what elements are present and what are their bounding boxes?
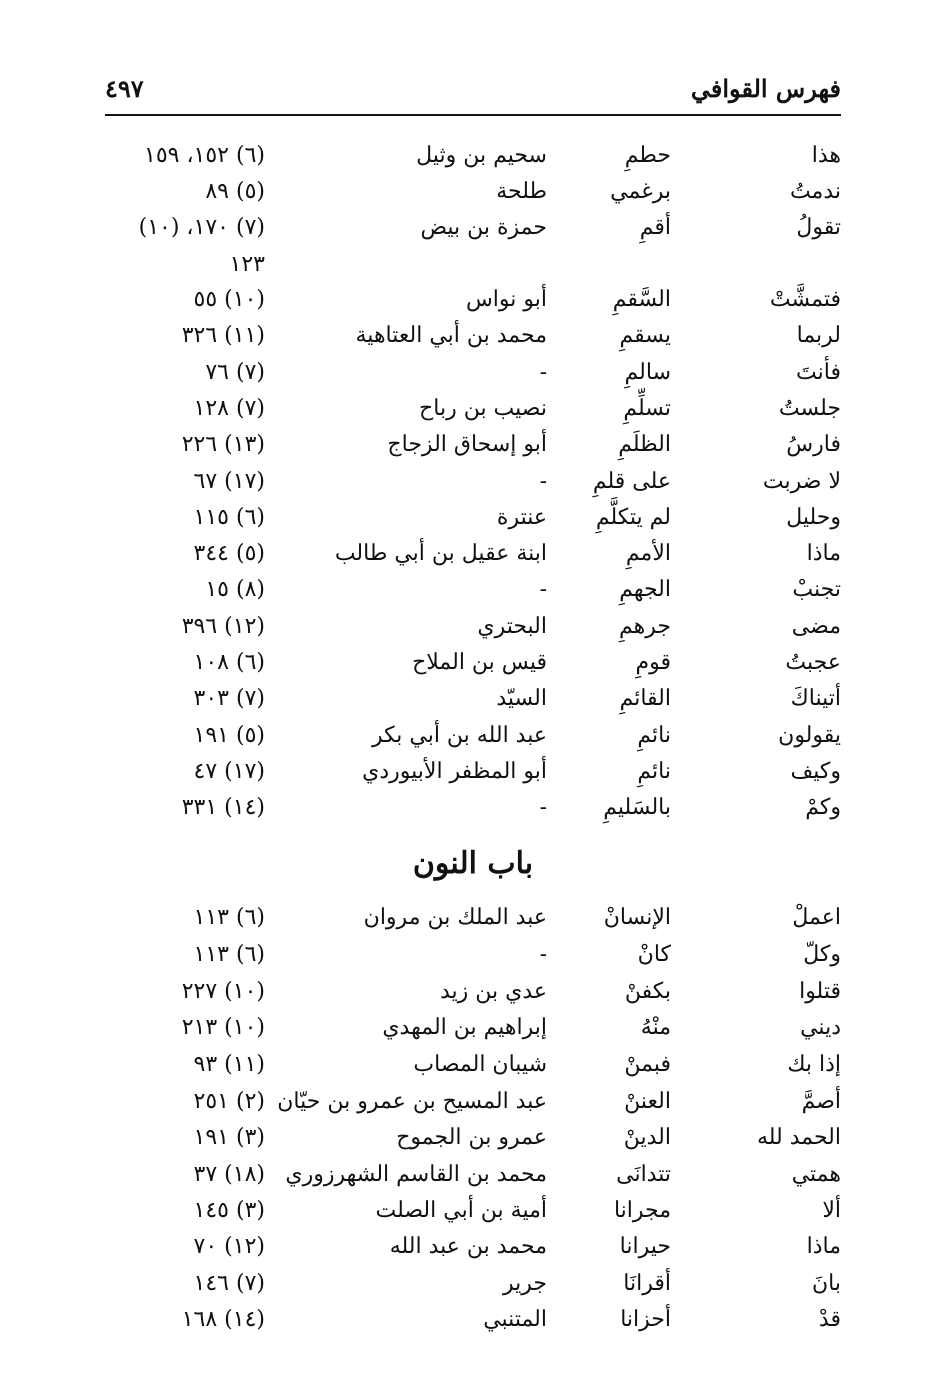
index-row (105, 464, 841, 500)
index-row (105, 609, 841, 645)
index-word: ماذا (806, 1234, 841, 1259)
page-title: فهرس القوافي (690, 74, 841, 103)
index-word: تجنبْ (792, 577, 841, 602)
poet-name: قيس بن الملاح (412, 650, 547, 675)
index-word: أتيناكَ (790, 686, 841, 711)
page-reference: (٧) ٣٠٣ (193, 686, 265, 711)
index-row (105, 974, 841, 1010)
rhyme-word: نائمِ (637, 759, 671, 784)
rhyme-word: الظلَمِ (618, 432, 671, 457)
page-header (105, 70, 841, 110)
rhyme-word: على قلمِ (592, 469, 671, 494)
index-row (105, 790, 841, 826)
index-row (105, 1010, 841, 1046)
rhyme-word: تسلِّمِ (623, 396, 671, 421)
header-rule (105, 114, 841, 116)
rhyme-word: تتدانَى (616, 1162, 671, 1187)
index-word: تقولُ (796, 215, 841, 240)
page-reference: (٧) ٧٦ (205, 360, 265, 385)
page-reference: (٦) ١٥٢، ١٥٩ (144, 143, 265, 168)
page-reference: (١٤) ١٦٨ (181, 1307, 265, 1332)
poet-name: المتنبي (483, 1307, 547, 1332)
rhyme-word: قومِ (635, 650, 671, 675)
page-reference: (١٢) ٧٠ (193, 1234, 265, 1259)
poet-name: عدي بن زيد (439, 979, 547, 1004)
page-reference: (٣) ١٩١ (193, 1125, 265, 1150)
index-row (105, 536, 841, 572)
page-reference: (١٠) ٢٢٧ (181, 979, 265, 1004)
index-row (105, 1266, 841, 1302)
poet-name: إبراهيم بن المهدي (382, 1015, 547, 1040)
poet-name: شيبان المصاب (413, 1052, 547, 1077)
index-word: ماذا (806, 541, 841, 566)
poet-name: أبو نواس (465, 287, 547, 312)
index-word: الحمد لله (756, 1125, 841, 1150)
index-word: إذا بك (787, 1052, 841, 1077)
reference-continuation: ١٢٣ (229, 252, 265, 277)
page-reference: (٦) ١٠٨ (193, 650, 265, 675)
poet-name: عبد الله بن أبي بكر (371, 723, 547, 748)
poet-name: - (539, 577, 547, 602)
poet-name: أبو إسحاق الزجاج (387, 432, 547, 457)
index-word: أصمَّ (801, 1089, 841, 1114)
page-reference: (٢) ٢٥١ (193, 1089, 265, 1114)
page-reference: (١٠) ٥٥ (193, 287, 265, 312)
poet-name: حمزة بن بيض (420, 215, 547, 240)
index-word: فأنتَ (796, 360, 841, 385)
rhyme-word: الأممِ (625, 541, 671, 566)
page-reference: (٧) ١٧٠، (١٠) (138, 215, 265, 240)
rhyme-word: العننْ (624, 1089, 671, 1114)
index-row (105, 1047, 841, 1083)
poet-name: - (539, 942, 547, 967)
page-reference: (١٨) ٣٧ (193, 1162, 265, 1187)
rhyme-word: بكفنْ (624, 979, 671, 1004)
index-word: فتمشَّتْ (769, 287, 841, 312)
index-word: وكمْ (805, 795, 841, 820)
section-title: باب النون (412, 846, 534, 881)
poet-name: أبو المظفر الأبيوردي (362, 759, 547, 784)
page-reference: (٥) ١٩١ (193, 723, 265, 748)
index-row (105, 210, 841, 246)
index-row (105, 174, 841, 210)
index-word: وكيف (790, 759, 841, 784)
index-word: اعملْ (792, 905, 841, 930)
poet-name: محمد بن القاسم الشهرزوري (285, 1162, 547, 1187)
rhyme-word: القائمِ (619, 686, 671, 711)
poet-name: عمرو بن الجموح (396, 1125, 547, 1150)
rhyme-word: أحزانا (620, 1307, 671, 1332)
page-reference: (٧) ١٤٦ (193, 1271, 265, 1296)
page-reference: (١٤) ٣٣١ (181, 795, 265, 820)
index-word: فارسُ (786, 432, 841, 457)
rhyme-word: منْهُ (640, 1015, 671, 1040)
rhyme-word: مجرانا (613, 1198, 671, 1223)
index-row (105, 718, 841, 754)
rhyme-word: السَّقمِ (612, 287, 671, 312)
poet-name: عبد المسيح بن عمرو بن حيّان (277, 1089, 547, 1114)
poet-name: السيّد (496, 686, 547, 711)
page-reference: (١٠) ٢١٣ (181, 1015, 265, 1040)
index-word: قدْ (818, 1307, 841, 1332)
page-reference: (١٣) ٢٢٦ (181, 432, 265, 457)
index-row (105, 391, 841, 427)
index-word: ديني (800, 1015, 841, 1040)
poet-name: طلحة (496, 179, 547, 204)
index-word: جلستُ (778, 396, 841, 421)
index-row (105, 1157, 841, 1193)
rhyme-word: أقرانَا (623, 1271, 671, 1296)
index-row (105, 681, 841, 717)
page-reference: (١١) ٣٢٦ (181, 323, 265, 348)
index-row (105, 500, 841, 536)
poet-name: أمية بن أبي الصلت (375, 1198, 547, 1223)
rhyme-word: لم يتكلَّمِ (595, 505, 671, 530)
poet-name: - (539, 795, 547, 820)
page-reference: (٥) ٨٩ (205, 179, 265, 204)
rhyme-word: يسقمِ (619, 323, 671, 348)
rhyme-word: حطمِ (624, 143, 671, 168)
index-row (105, 754, 841, 790)
rhyme-word: الإنسانْ (603, 905, 671, 930)
rhyme-word: الجهمِ (619, 577, 671, 602)
page-reference: (٦) ١١٣ (193, 905, 265, 930)
poet-name: محمد بن عبد الله (389, 1234, 547, 1259)
index-word: وحليل (786, 505, 841, 530)
index-row (105, 1193, 841, 1229)
rhyme-word: فبمنْ (624, 1052, 671, 1077)
poet-name: البحتري (477, 614, 547, 639)
rhyme-word: سالمِ (624, 360, 671, 385)
index-word: وكلّ (803, 942, 841, 967)
page-reference: (١٧) ٦٧ (193, 469, 265, 494)
index-word: مضى (791, 614, 841, 639)
page-reference: (٨) ١٥ (205, 577, 265, 602)
index-row (105, 572, 841, 608)
index-word: عجبتُ (785, 650, 841, 675)
rhyme-word: كانْ (637, 942, 671, 967)
index-row (105, 900, 841, 936)
page-reference: (٥) ٣٤٤ (193, 541, 265, 566)
rhyme-word: نائمِ (637, 723, 671, 748)
page-reference: (١٧) ٤٧ (193, 759, 265, 784)
poet-name: عبد الملك بن مروان (363, 905, 547, 930)
index-row (105, 282, 841, 318)
page-reference: (١٢) ٣٩٦ (181, 614, 265, 639)
index-word: هذا (811, 143, 841, 168)
index-word: قتلوا (799, 979, 841, 1004)
index-word: بانَ (812, 1271, 841, 1296)
rhyme-word: جرهمِ (619, 614, 671, 639)
rhyme-word: برغمي (610, 179, 671, 204)
index-word: يقولون (778, 723, 841, 748)
index-row (105, 138, 841, 174)
index-row (105, 1229, 841, 1265)
page-reference: (٦) ١١٣ (193, 942, 265, 967)
index-row (105, 645, 841, 681)
rhyme-word: الدينْ (623, 1125, 671, 1150)
poet-name: سحيم بن وثيل (416, 143, 547, 168)
rhyme-word: حيرانا (619, 1234, 671, 1259)
page-reference: (٦) ١١٥ (193, 505, 265, 530)
index-row (105, 1120, 841, 1156)
rhyme-word: أقمِ (639, 215, 671, 240)
index-word: همتي (791, 1162, 841, 1187)
index-word: ندمتُ (789, 179, 841, 204)
index-row (105, 427, 841, 463)
poet-name: نصيب بن رباح (419, 396, 547, 421)
rhyme-word: بالسَليمِ (603, 795, 671, 820)
poet-name: - (539, 360, 547, 385)
index-row (105, 318, 841, 354)
page-reference: (٧) ١٢٨ (193, 396, 265, 421)
poet-name: عنترة (496, 505, 547, 530)
index-row (105, 1302, 841, 1338)
index-row (105, 937, 841, 973)
page-reference: (٣) ١٤٥ (193, 1198, 265, 1223)
poet-name: جرير (503, 1271, 547, 1296)
index-row (105, 355, 841, 391)
index-word: لربما (796, 323, 841, 348)
index-row (105, 1084, 841, 1120)
poet-name: محمد بن أبي العتاهية (355, 323, 547, 348)
poet-name: - (539, 469, 547, 494)
index-word: ألا (822, 1198, 841, 1223)
page-number: ٤٩٧ (105, 74, 144, 103)
index-word: لا ضربت (762, 469, 841, 494)
poet-name: ابنة عقيل بن أبي طالب (334, 541, 547, 566)
page-reference: (١١) ٩٣ (193, 1052, 265, 1077)
